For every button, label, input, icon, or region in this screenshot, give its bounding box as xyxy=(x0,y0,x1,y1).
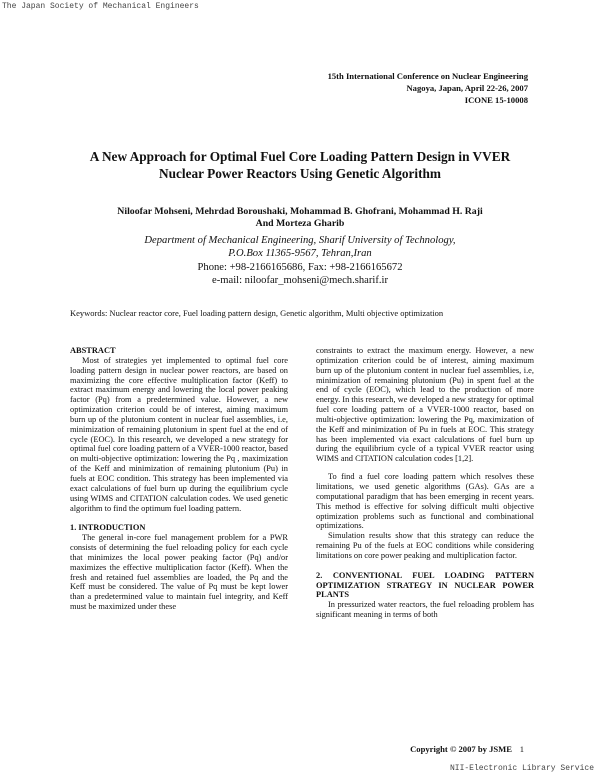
paper-id: ICONE 15-10008 xyxy=(464,95,528,105)
introduction-heading: 1. INTRODUCTION xyxy=(70,523,146,533)
authors-line-1: Niloofar Mohseni, Mehrdad Boroushaki, Mohammad B. Ghofrani, Mohammad H. Raji xyxy=(117,206,483,217)
copyright: Copyright © 2007 by JSME xyxy=(410,744,512,754)
title-line-2: Nuclear Power Reactors Using Genetic Algorithm xyxy=(158,166,441,181)
society-header: The Japan Society of Mechanical Engineers xyxy=(2,2,199,11)
introduction-paragraph-3: Simulation results show that this strategy can reduce the remaining Pu of the fuels at EOC conditions while considering limitations on core power peaking and multiplication factor. xyxy=(316,531,534,560)
left-column xyxy=(70,346,288,612)
authors xyxy=(60,206,540,231)
address: P.O.Box 11365-9567, Tehran,Iran xyxy=(228,248,372,260)
right-column xyxy=(316,346,534,620)
abstract-heading: ABSTRACT xyxy=(70,346,116,355)
library-footer: NII-Electronic Library Service xyxy=(449,764,594,773)
abstract-text: Most of strategies yet implemented to optimal fuel core loading pattern design in nuclear power reactors, are based on maximizing the core effective multiplication factor (Keff) to extract maximum energy and lowering the local power peaking factor (Pq) from a predetermined value. However, a new optimization criterion could be of interest, aiming maximum burn up of the plutonium content in nuclear fuel assemblies, i.e, minimization of remaining plutonium in spent fuel at the end of cycle (EOC). In this research, we developed a new strategy for optimal fuel core loading pattern of a VVER-1000 reactor, based on multi-objective optimization: lowering the Pq , maximization of the Keff and minimization of remaining plutonium (Pu) in fuels at EOC condition. This strategy has been implemented via exact calculations of fuel burn up during the equilibrium cycle using WIMS and CITATION calculation codes. We used genetic algorithm to find the optimum fuel loading pattern. xyxy=(70,355,288,513)
paper-title xyxy=(60,148,540,182)
email: e-mail: niloofar_mohseni@mech.sharif.ir xyxy=(212,275,388,287)
page-number: 1 xyxy=(519,744,524,754)
introduction-paragraph-2: To find a fuel core loading pattern which resolves these limitations, we used genetic algorithms (GAs). GAs are a computational paradigm that has been emerging in recent years. This method is effective for solving difficult multi objective optimization problems such as functional and combinational optimizations. xyxy=(316,472,534,531)
phone-fax: Phone: +98-2166165686, Fax: +98-2166165672 xyxy=(197,261,403,273)
authors-line-2: And Morteza Gharib xyxy=(255,218,345,230)
introduction-paragraph-1: The general in-core fuel management problem for a PWR consists of determining the fuel reloading policy for each cycle that minimizes the local power peaking factor (Pq) and/or maximizes the effective multiplication factor (Keff). When the fresh and retained fuel assemblies are loaded, the Pq and the Keff must be considered. The value of Pq must be kept lower than a predetermined value to maintain fuel integrity, and Keff must be maximized under these xyxy=(70,533,288,612)
introduction-paragraph-1-continued: constraints to extract the maximum energy. However, a new optimization criterion could be of interest, aiming maximum burn up of the plutonium content in nuclear fuel assemblies, i.e, minimization of remaining plutonium (Pu) in spent fuel at the end of cycle (EOC), which lead to the production of more energy. In this research, we developed a new strategy for optimal fuel core loading pattern of a VVER-1000 reactor, based on multi-objective optimization: lowering the Pq, maximization of the Keff and minimization of Pu in fuels at EOC. This strategy has been implemented via exact calculations of fuel burn up during the equilibrium cycle of a typical VVER reactor using WIMS and CITATION calculation codes [1,2]. xyxy=(316,346,534,464)
title-line-1: A New Approach for Optimal Fuel Core Loading Pattern Design in VVER xyxy=(89,149,511,164)
section-2-paragraph-1: In pressurized water reactors, the fuel reloading problem has significant meaning in terms of both xyxy=(316,600,534,620)
conference-name: 15th International Conference on Nuclear Engineering xyxy=(327,71,528,81)
section-2-heading: 2. CONVENTIONAL FUEL LOADING PATTERN OPTIMIZATION STRATEGY IN NUCLEAR POWER PLANTS xyxy=(316,570,534,600)
department: Department of Mechanical Engineering, Sharif University of Technology, xyxy=(144,235,456,246)
keywords: Keywords: Nuclear reactor core, Fuel loading pattern design, Genetic algorithm, Multi objective optimization xyxy=(70,308,444,318)
conference-info xyxy=(328,70,528,106)
affiliation xyxy=(60,234,540,288)
conference-location-date: Nagoya, Japan, April 22-26, 2007 xyxy=(406,83,528,93)
